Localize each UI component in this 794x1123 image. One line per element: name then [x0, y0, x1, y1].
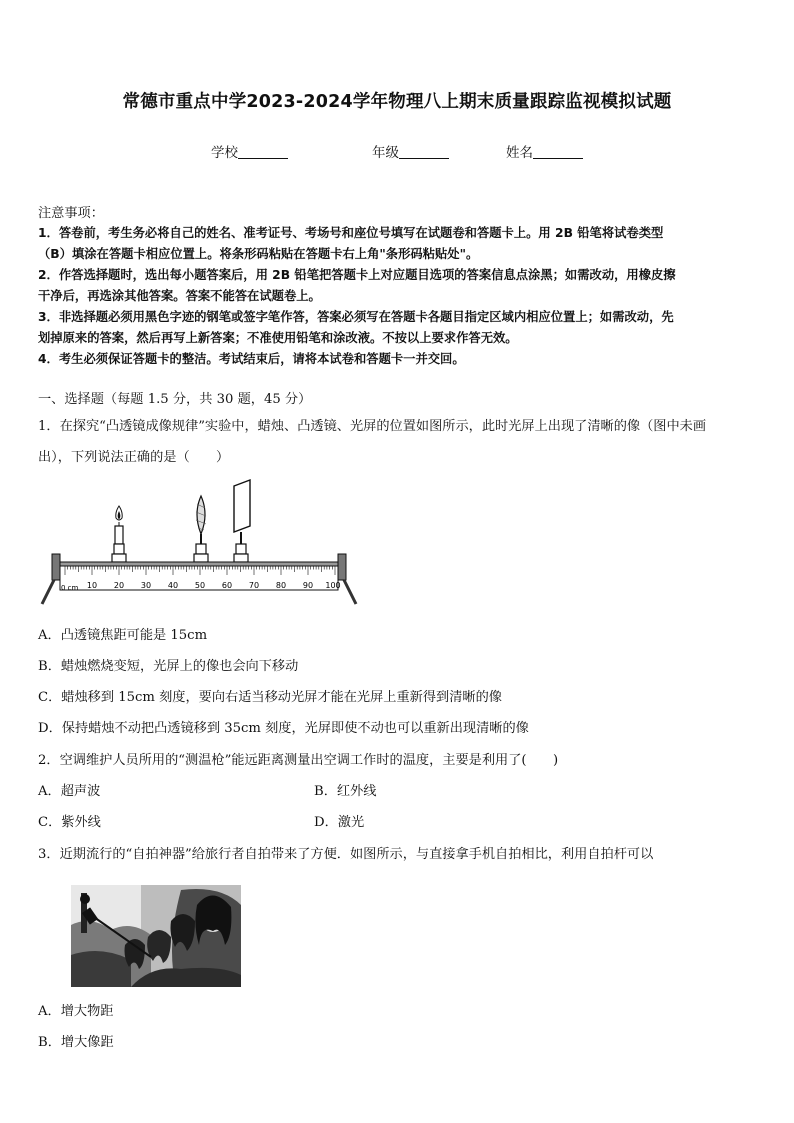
- name-label: 姓名: [506, 145, 533, 161]
- notes-line: 干净后，再选涂其他答案。答案不能答在试题卷上。: [38, 289, 321, 303]
- school-blank[interactable]: [238, 146, 288, 159]
- q2-option-c[interactable]: C．紫外线: [38, 815, 101, 830]
- convex-lens: [194, 496, 208, 562]
- q2-option-a[interactable]: A．超声波: [38, 784, 101, 799]
- notes-line: 1．答卷前，考生务必将自己的姓名、准考证号、考场号和座位号填写在试题卷和答题卡上。用 2B 铅笔将试卷类型: [38, 226, 664, 240]
- ruler-tick-label: 100: [325, 581, 341, 590]
- q1-option-a[interactable]: A．凸透镜焦距可能是 15cm: [38, 628, 208, 643]
- ruler-tick-label: 30: [140, 581, 152, 590]
- ruler-tick-label: 90: [302, 581, 314, 590]
- notes-line: （B）填涂在答题卡相应位置上。将条形码粘贴在答题卡右上角"条形码粘贴处"。: [38, 247, 479, 261]
- q2-stem: 2．空调维护人员所用的“测温枪”能远距离测量出空调工作时的温度，主要是利用了( ): [38, 753, 559, 768]
- q3-option-a[interactable]: A．增大物距: [38, 1004, 114, 1019]
- q2-option-d[interactable]: D．激光: [314, 815, 365, 830]
- bench-frame: [42, 554, 356, 604]
- name-field: [506, 141, 583, 161]
- q1-option-b[interactable]: B．蜡烛燃烧变短，光屏上的像也会向下移动: [38, 659, 299, 674]
- notes-line: 4．考生必须保证答题卡的整洁。考试结束后，请将本试卷和答题卡一并交回。: [38, 352, 465, 366]
- q1-option-d[interactable]: D．保持蜡烛不动把凸透镜移到 35cm 刻度，光屏即使不动也可以重新出现清晰的像: [38, 721, 529, 736]
- exam-title: 常德市重点中学2023-2024学年物理八上期末质量跟踪监视模拟试题: [122, 92, 672, 112]
- q3-option-b[interactable]: B．增大像距: [38, 1035, 114, 1050]
- notes-line: 3．非选择题必须用黑色字迹的钢笔或签字笔作答，答案必须写在答题卡各题目指定区域内相应位置上；如需改动，先: [38, 310, 674, 324]
- q1-option-c[interactable]: C．蜡烛移到 15cm 刻度，要向右适当移动光屏才能在光屏上重新得到清晰的像: [38, 690, 502, 705]
- q2-option-b[interactable]: B．红外线: [314, 784, 377, 799]
- school-field: [211, 141, 288, 161]
- selfie-photo: [71, 885, 241, 987]
- grade-label: 年级: [372, 145, 399, 161]
- notes-heading: 注意事项：: [38, 206, 104, 221]
- ruler-tick-label: 70: [248, 581, 260, 590]
- ruler-tick-label: 40: [167, 581, 179, 590]
- q1-stem-line1: 1．在探究“凸透镜成像规律”实验中，蜡烛、凸透镜、光屏的位置如图所示，此时光屏上出现了清晰的像（图中未画: [38, 419, 707, 434]
- notes-line: 划掉原来的答案，然后再写上新答案；不准使用铅笔和涂改液。不按以上要求作答无效。: [38, 331, 518, 345]
- section-heading: 一、选择题（每题 1.5 分，共 30 题，45 分）: [38, 392, 312, 407]
- candle: [112, 506, 126, 562]
- light-screen: [234, 480, 250, 562]
- ruler-tick-label: 20: [113, 581, 125, 590]
- grade-field: [372, 141, 449, 161]
- grade-blank[interactable]: [399, 146, 449, 159]
- q1-stem-line2: 出），下列说法正确的是（ ）: [38, 450, 230, 465]
- optical-bench-figure: [36, 478, 366, 608]
- ruler-tick-label: 10: [86, 581, 98, 590]
- notes-line: 2．作答选择题时，选出每小题答案后，用 2B 铅笔把答题卡上对应题目选项的答案信息点涂黑；如需改动，用橡皮擦: [38, 268, 676, 282]
- ruler-tick-label: 80: [275, 581, 287, 590]
- name-blank[interactable]: [533, 146, 583, 159]
- ruler-unit-label: 0 cm: [61, 584, 79, 592]
- ruler-tick-label: 60: [221, 581, 233, 590]
- q3-stem: 3．近期流行的“自拍神器”给旅行者自拍带来了方便．如图所示，与直接拿手机自拍相比，利用自拍杆可以: [38, 847, 654, 862]
- ruler-tick-label: 50: [194, 581, 206, 590]
- school-label: 学校: [211, 145, 238, 161]
